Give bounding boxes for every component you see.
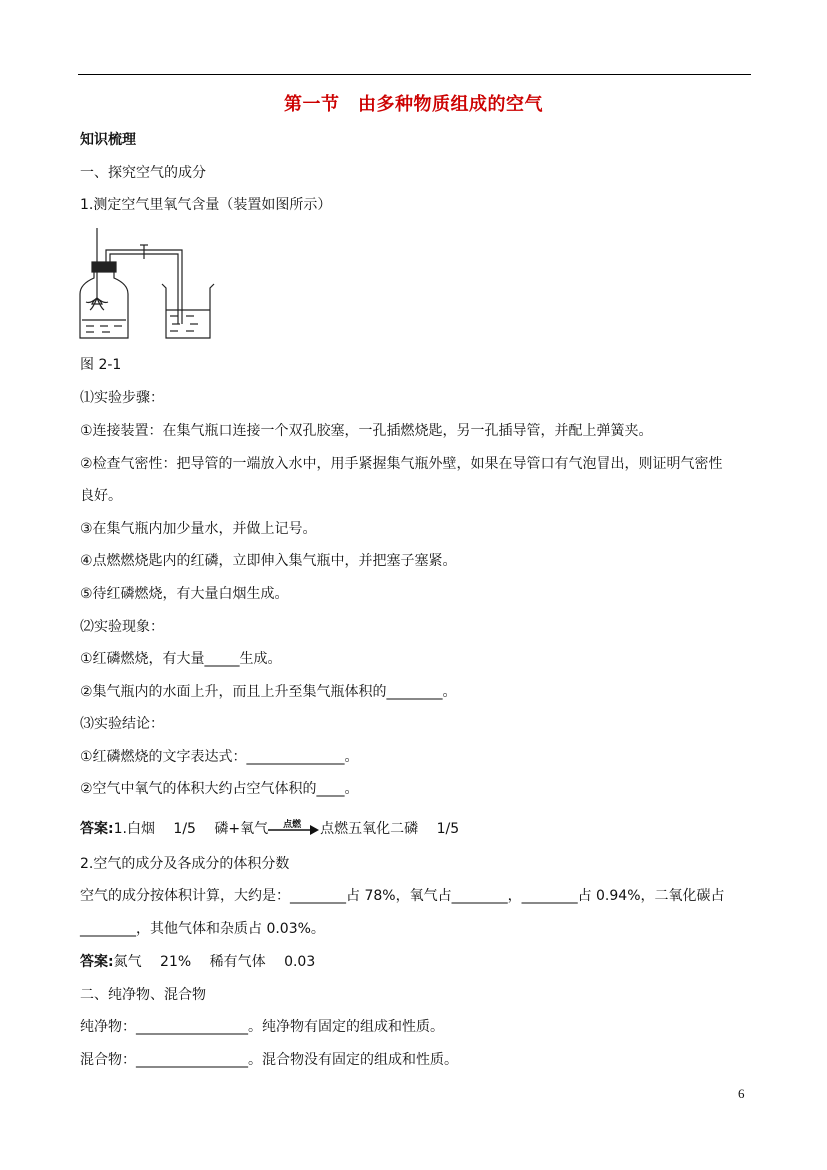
- part1-heading: 一、探究空气的成分: [80, 165, 206, 181]
- phenomena-heading: ⑵实验现象：: [80, 619, 164, 635]
- conclusion-line: ②空气中氧气的体积大约占空气体积的____。: [80, 781, 359, 797]
- conclusion-heading: ⑶实验结论：: [80, 716, 164, 732]
- part2-heading: 二、纯净物、混合物: [80, 987, 206, 1003]
- item2-title: 2.空气的成分及各成分的体积分数: [80, 856, 290, 872]
- answer-label: 答案:: [80, 954, 114, 970]
- answer-2: [80, 952, 315, 972]
- step-line: 良好。: [80, 488, 122, 504]
- step-line: ④点燃燃烧匙内的红磷，立即伸入集气瓶中，并把塞子塞紧。: [80, 553, 457, 569]
- answer-text: 氮气 21% 稀有气体 0.03: [113, 954, 316, 970]
- apparatus-figure: [74, 228, 224, 344]
- arrow-label: 点燃: [283, 820, 302, 830]
- step-line: ①连接装置：在集气瓶口连接一个双孔胶塞，一孔插燃烧匙，另一孔插导管，并配上弹簧夹。: [80, 423, 653, 439]
- item1-title: 1.测定空气里氧气含量（装置如图所示）: [80, 197, 332, 213]
- steps-heading: ⑴实验步骤：: [80, 390, 164, 406]
- arrow-icon: [268, 823, 320, 837]
- page-number: 6: [738, 1086, 745, 1101]
- section-heading: 知识梳理: [80, 132, 136, 148]
- answer-text: 点燃五氧化二磷 1/5: [320, 821, 460, 837]
- answer-label: 答案:: [80, 821, 114, 837]
- header-rule: [78, 74, 751, 75]
- answer-1: [80, 819, 459, 839]
- item2-line: ________，其他气体和杂质占 0.03%。: [80, 921, 325, 937]
- step-line: ②检查气密性：把导管的一端放入水中，用手紧握集气瓶外壁，如果在导管口有气泡冒出，则证明气密性: [80, 456, 723, 472]
- page-title: 第一节 由多种物质组成的空气: [284, 94, 543, 115]
- phenomenon-line: ①红磷燃烧，有大量_____生成。: [80, 651, 282, 667]
- step-line: ③在集气瓶内加少量水，并做上记号。: [80, 521, 317, 537]
- figure-caption: 图 2-1: [80, 357, 122, 373]
- step-line: ⑤待红磷燃烧，有大量白烟生成。: [80, 586, 289, 602]
- part2-line: 纯净物：________________。纯净物有固定的组成和性质。: [80, 1019, 444, 1035]
- phenomenon-line: ②集气瓶内的水面上升，而且上升至集气瓶体积的________。: [80, 684, 457, 700]
- conclusion-line: ①红磷燃烧的文字表达式：______________。: [80, 749, 359, 765]
- part2-line: 混合物：________________。混合物没有固定的组成和性质。: [80, 1052, 458, 1068]
- reaction-arrow: [268, 819, 320, 839]
- item2-line: 空气的成分按体积计算，大约是：________占 78%，氧气占________，________占 0.94%，二氧化碳占: [80, 888, 725, 904]
- answer-text: 1.白烟 1/5 磷+氧气: [113, 821, 269, 837]
